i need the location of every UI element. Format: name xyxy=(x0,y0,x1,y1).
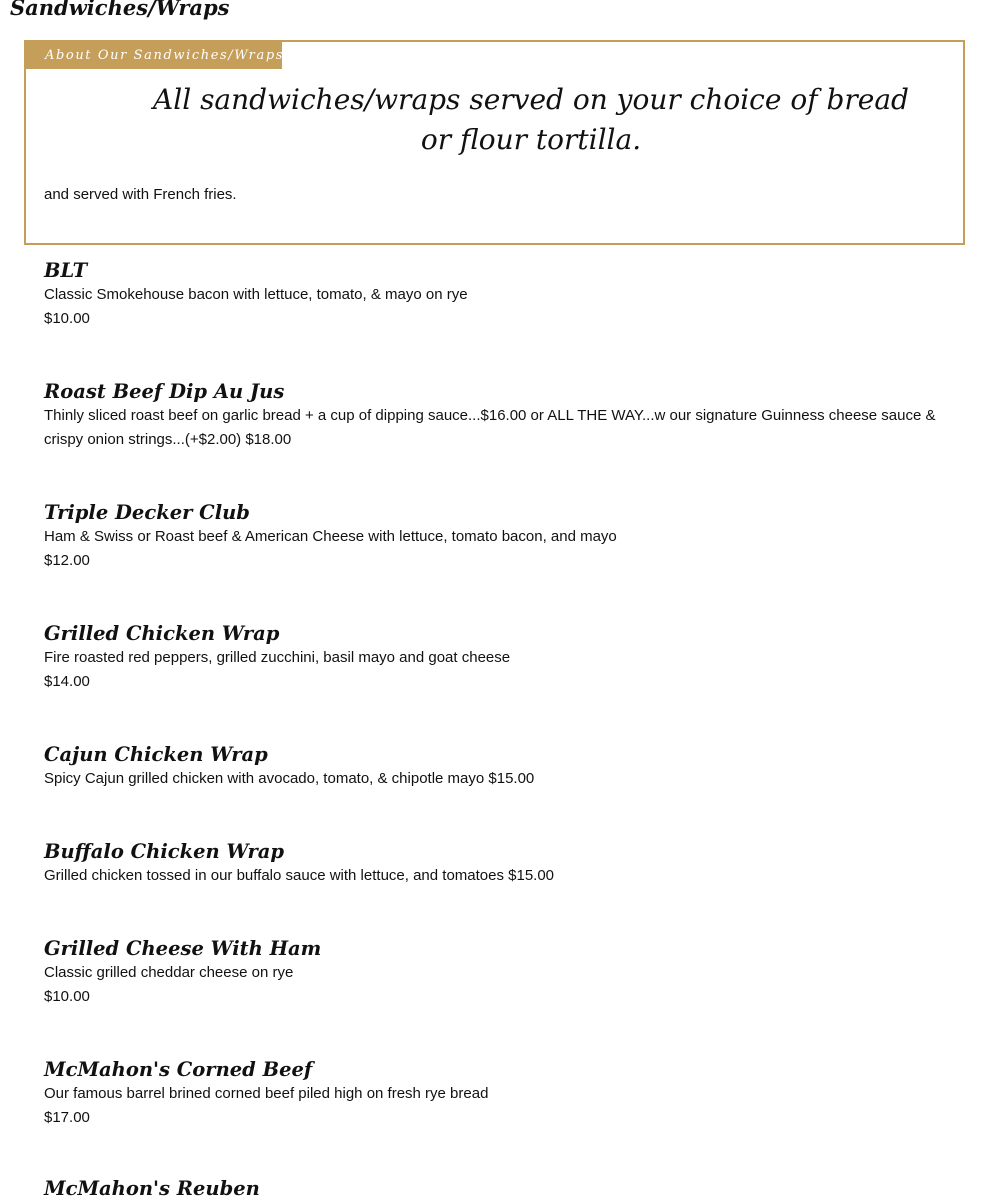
item-description: Spicy Cajun grilled chicken with avocado, tomato, & chipotle mayo $15.00 xyxy=(44,770,535,787)
about-script-text: All sandwiches/wraps served on your choice of bread or flour tortilla. xyxy=(153,83,909,156)
about-tab-label: About Our Sandwiches/Wraps xyxy=(26,42,282,69)
menu-item-triple-decker-club xyxy=(44,501,944,573)
about-note: and served with French fries. xyxy=(44,186,237,203)
item-name: McMahon's Reuben xyxy=(44,1177,260,1200)
item-price: $12.00 xyxy=(44,552,90,569)
item-name: McMahon's Corned Beef xyxy=(44,1058,313,1081)
item-description: Fire roasted red peppers, grilled zucchini, basil mayo and goat cheese xyxy=(44,649,511,666)
item-description: Our famous barrel brined corned beef piled high on fresh rye bread xyxy=(44,1085,489,1102)
item-price: $17.00 xyxy=(44,1109,90,1126)
item-description: Classic Smokehouse bacon with lettuce, tomato, & mayo on rye xyxy=(44,286,468,303)
item-name: Roast Beef Dip Au Jus xyxy=(44,380,285,403)
item-name: BLT xyxy=(44,259,88,282)
menu-item-blt xyxy=(44,259,944,331)
item-price: $10.00 xyxy=(44,988,90,1005)
menu-item-roast-beef-dip xyxy=(44,380,944,452)
page-title: Sandwiches/Wraps xyxy=(10,0,230,20)
menu-item-reuben xyxy=(44,1177,944,1201)
menu-item-corned-beef xyxy=(44,1058,944,1130)
item-name: Grilled Chicken Wrap xyxy=(44,622,280,645)
item-description: Classic grilled cheddar cheese on rye xyxy=(44,964,294,981)
item-description: Thinly sliced roast beef on garlic bread + a cup of dipping sauce...$16.00 or ALL THE WAY...w our signature Guinness cheese sauce & crispy onion strings...(+$2.00) $18.00 xyxy=(44,407,936,448)
item-name: Triple Decker Club xyxy=(44,501,250,524)
item-name: Buffalo Chicken Wrap xyxy=(44,840,285,863)
item-name: Grilled Cheese With Ham xyxy=(44,937,322,960)
item-description: Ham & Swiss or Roast beef & American Cheese with lettuce, tomato bacon, and mayo xyxy=(44,528,617,545)
item-price: $14.00 xyxy=(44,673,90,690)
about-section xyxy=(24,40,965,245)
menu-item-cajun-chicken-wrap xyxy=(44,743,944,791)
menu-item-grilled-chicken-wrap xyxy=(44,622,944,694)
item-description: Grilled chicken tossed in our buffalo sauce with lettuce, and tomatoes $15.00 xyxy=(44,867,555,884)
item-price: $10.00 xyxy=(44,310,90,327)
menu-item-grilled-cheese-ham xyxy=(44,937,944,1009)
menu-item-buffalo-chicken-wrap xyxy=(44,840,944,888)
item-name: Cajun Chicken Wrap xyxy=(44,743,268,766)
